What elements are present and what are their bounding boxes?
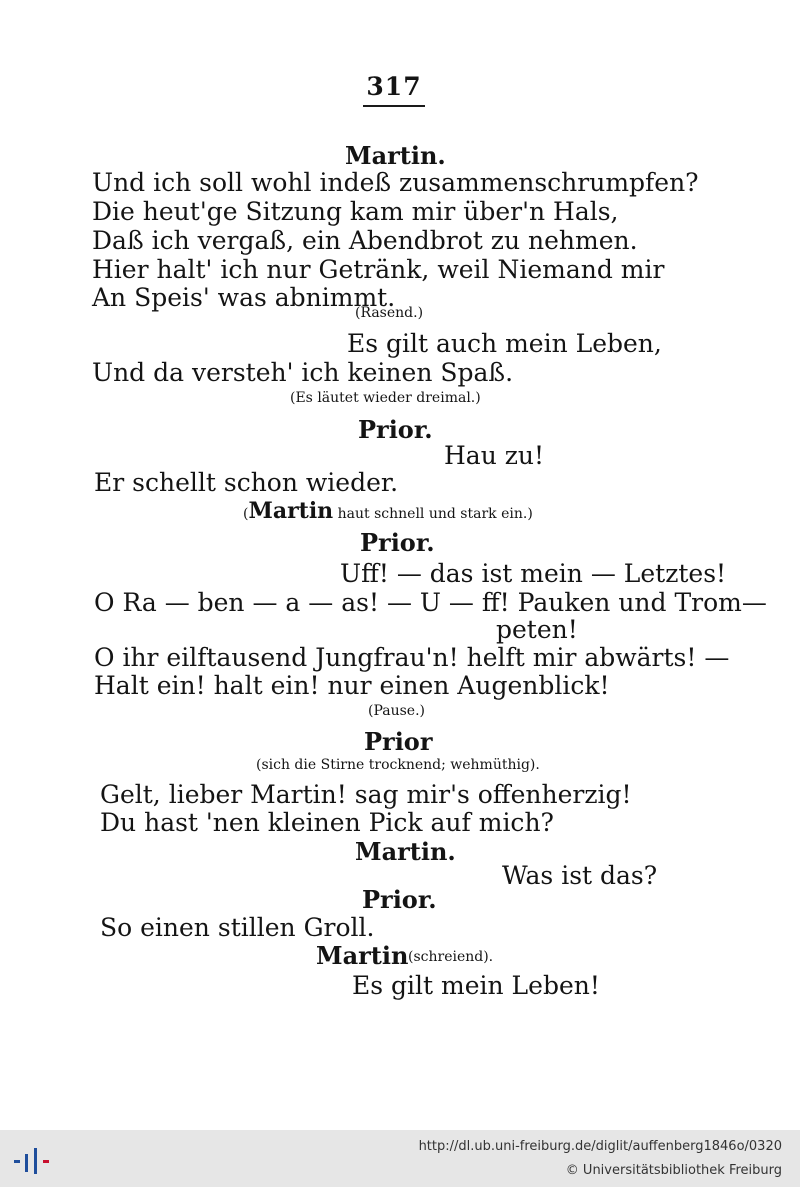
verse-line: Du hast 'nen kleinen Pick auf mich? <box>100 808 554 837</box>
speaker-martin: Martin. <box>345 141 446 170</box>
library-logo-icon <box>10 1140 54 1180</box>
verse-line: So einen stillen Groll. <box>100 913 375 942</box>
verse-line: Hau zu! <box>444 441 545 470</box>
verse-line: Halt ein! halt ein! nur einen Augenblick! <box>94 671 610 700</box>
verse-line: O Ra — ben — a — as! — U — ff! Pauken und Trom— <box>94 588 767 617</box>
page-number-rule <box>363 105 425 107</box>
stage-direction: (Es läutet wieder dreimal.) <box>290 390 481 406</box>
speaker-prior: Prior. <box>358 415 433 444</box>
source-url[interactable]: http://dl.ub.uni-freiburg.de/diglit/auffenberg1846o/0320 <box>418 1139 782 1154</box>
verse-line: peten! <box>496 615 578 644</box>
verse-line: Gelt, lieber Martin! sag mir's offenherzig! <box>100 780 632 809</box>
speaker-martin: Martin. <box>355 837 456 866</box>
stage-direction: (Pause.) <box>368 703 425 719</box>
speaker-prior: Prior. <box>360 528 435 557</box>
stage-direction-martin: (Martin haut schnell und stark ein.) <box>243 498 533 524</box>
page-number: 317 <box>366 72 422 101</box>
verse-line: Hier halt' ich nur Getränk, weil Niemand mir <box>92 255 665 284</box>
verse-line: Und ich soll wohl indeß zusammenschrumpfen? <box>92 168 699 197</box>
verse-line: Was ist das? <box>502 861 658 890</box>
footer-bar <box>0 1130 800 1187</box>
verse-line: Es gilt mein Leben! <box>352 971 600 1000</box>
stage-direction: (schreiend). <box>408 949 494 965</box>
verse-line: Daß ich vergaß, ein Abendbrot zu nehmen. <box>92 226 638 255</box>
stage-direction: (Rasend.) <box>355 305 424 321</box>
verse-line: Uff! — das ist mein — Letztes! <box>340 559 727 588</box>
speaker-prior: Prior. <box>362 885 437 914</box>
stage-direction: (sich die Stirne trocknend; wehmüthig). <box>256 757 540 773</box>
copyright-notice: © Universitätsbibliothek Freiburg <box>565 1163 782 1178</box>
speaker-name: Martin <box>248 498 334 524</box>
speaker-prior: Prior <box>364 727 433 756</box>
verse-line: Er schellt schon wieder. <box>94 468 399 497</box>
verse-line: An Speis' was abnimmt. <box>92 283 396 312</box>
verse-line: Und da versteh' ich keinen Spaß. <box>92 358 514 387</box>
speaker-martin: Martin <box>316 941 409 970</box>
verse-line: Es gilt auch mein Leben, <box>347 329 662 358</box>
verse-line: O ihr eilftausend Jungfrau'n! helft mir abwärts! — <box>94 643 730 672</box>
verse-line: Die heut'ge Sitzung kam mir über'n Hals, <box>92 197 619 226</box>
